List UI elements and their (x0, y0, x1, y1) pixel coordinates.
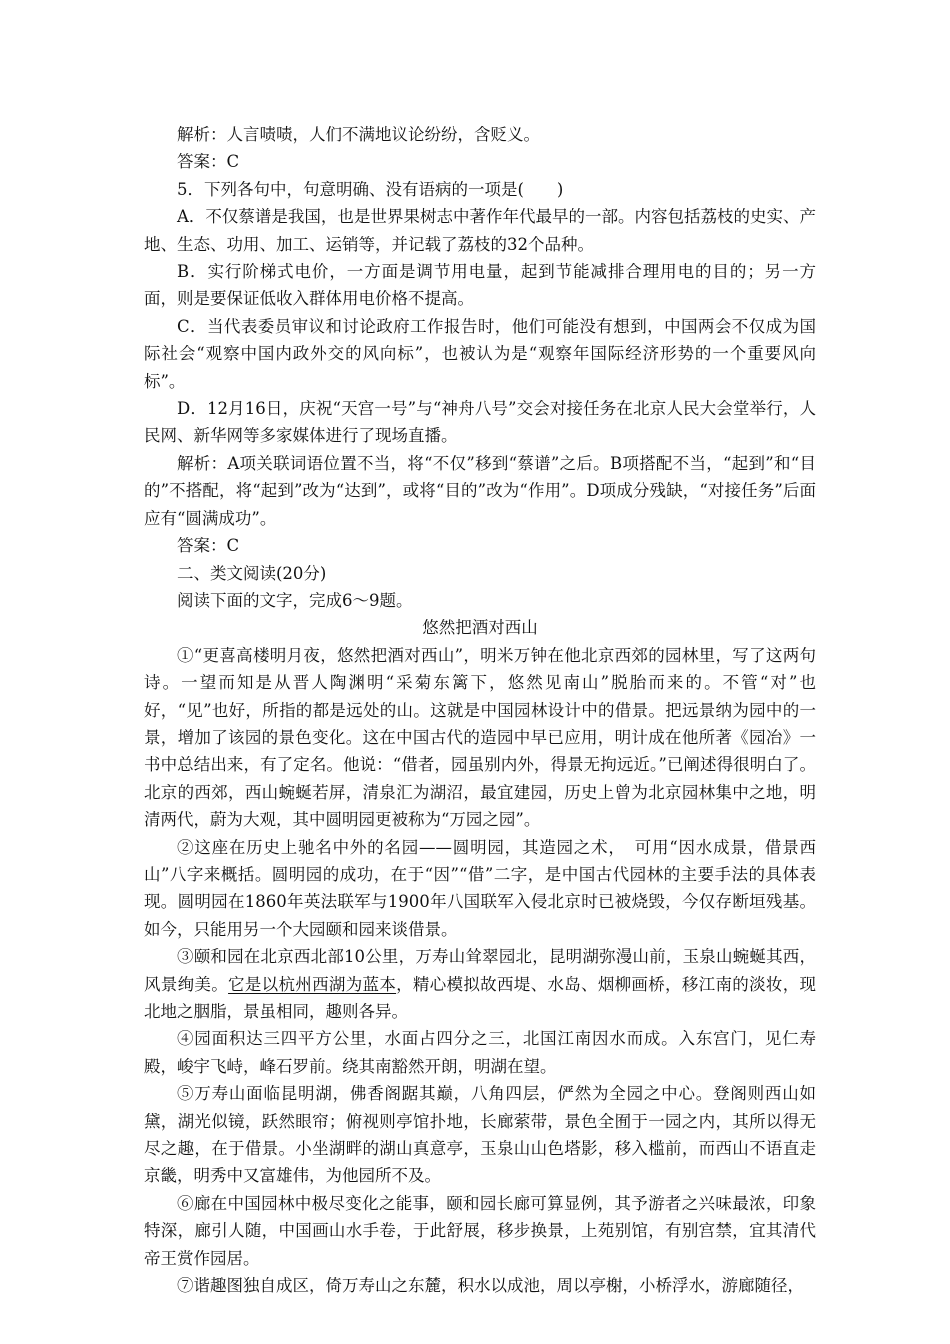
section-heading: 二、类文阅读(20分) (177, 563, 327, 583)
option-b: B．实行阶梯式电价，一方面是调节用电量，起到节能减排合理用电的目的；另一方面，则是要保证低收入群体用电价格不提高。 (144, 262, 816, 309)
option-d: D．12月16日，庆祝“天宫一号”与“神舟八号”交会对接任务在北京人民大会堂举行，人民网、新华网等多家媒体进行了现场直播。 (144, 399, 816, 446)
answer-q5: 答案：C (177, 536, 240, 556)
paragraph-3-start: ③颐和园在北京西北部10公里，万寿山耸翠园北，昆明湖弥漫山前，玉泉山蜿蜒其西，风景绚美。 (144, 947, 816, 994)
option-c: C．当代表委员审议和讨论政府工作报告时，他们可能没有想到，中国两会不仅成为国际社会“观察中国内政外交的风向标”，也被认为是“观察年国际经济形势的一个重要风向标”。 (144, 316, 816, 391)
paragraph-7: ⑦谐趣图独自成区，倚万寿山之东麓，积水以成池，周以亭榭，小桥浮水，游廊随径， (177, 1276, 804, 1296)
passage-title: 悠然把酒对西山 (422, 618, 538, 638)
paragraph-3 (144, 943, 816, 1025)
paragraph-2: ②这座在历史上驰名中外的名园——圆明园，其造园之术， 可用“因水成景，借景西山”八字来概括。圆明园的成功，在于“因”“借”二字，是中国古代园林的主要手法的具体表现。圆明园在1860年英法联军与1900年八国联军入侵北京时已被烧毁，今仅存断垣残基。如今，只能用另一个大园颐和园来谈借景。 (144, 837, 816, 939)
page-content (144, 121, 816, 1299)
paragraph-6: ⑥廊在中国园林中极尽变化之能事，颐和园长廊可算显例，其予游者之兴味最浓，印象特深，廊引人随，中国画山水手卷，于此舒展，移步换景，上苑别馆，有别宫禁，宜其清代帝王赏作园居。 (144, 1193, 816, 1268)
paragraph-3-end: ，精心模拟故西堤、水岛、烟柳画桥，移江南的淡妆，现北地之胭脂，景虽相同，趣则各异。 (144, 974, 817, 1021)
paragraph-1: ①“更喜高楼明月夜，悠然把酒对西山”，明米万钟在他北京西郊的园林里，写了这两句诗。一望而知是从晋人陶渊明“采菊东篱下，悠然见南山”脱胎而来的。不管“对”也好，“见”也好，所指的都是远处的山。这就是中国园林设计中的借景。把远景纳为园中的一景，增加了该园的景色变化。这在中国古代的造园中早已应用，明计成在他所著《园冶》一书中总结出来，有了定名。他说：“借者，园虽别内外，得景无拘远近。”已阐述得很明白了。北京的西郊，西山蜿蜒若屏，清泉汇为湖沼，最宜建园，历史上曾为北京园林集中之地，明清两代，蔚为大观，其中圆明园更被称为“万园之园”。 (144, 645, 816, 830)
paragraph-4: ④园面积达三四平方公里，水面占四分之三，北国江南因水而成。入东宫门，见仁寿殿，峻宇飞峙，峰石罗前。绕其南豁然开朗，明湖在望。 (144, 1029, 816, 1076)
analysis-q5: 解析：A项关联词语位置不当，将“不仅”移到“蔡谱”之后。B项搭配不当，“起到”和“目的”不搭配，将“起到”改为“达到”，或将“目的”改为“作用”。D项成分残缺，“对接任务”后面应有“圆满成功”。 (144, 453, 816, 528)
answer-q4: 答案：C (177, 152, 240, 172)
underlined-sentence: 它是以杭州西湖为蓝本 (228, 974, 397, 994)
paragraph-5: ⑤万寿山面临昆明湖，佛香阁踞其巅，八角四层，俨然为全园之中心。登阁则西山如黛，湖光似镜，跃然眼帘；俯视则亭馆扑地，长廊萦带，景色全囿于一园之内，其所以得无尽之趣，在于借景。小坐湖畔的湖山真意亭，玉泉山山色塔影，移入槛前，而西山不语直走京畿，明秀中又富雄伟，为他园所不及。 (144, 1084, 816, 1186)
reading-instruction: 阅读下面的文字，完成6～9题。 (177, 590, 413, 610)
question-5: 5．下列各句中，句意明确、没有语病的一项是( ) (177, 179, 564, 199)
analysis-q4: 解析：人言啧啧，人们不满地议论纷纷，含贬义。 (177, 125, 540, 144)
option-a: A．不仅蔡谱是我国，也是世界果树志中著作年代最早的一部。内容包括荔枝的史实、产地、生态、功用、加工、运销等，并记载了荔枝的32个品种。 (144, 207, 816, 254)
